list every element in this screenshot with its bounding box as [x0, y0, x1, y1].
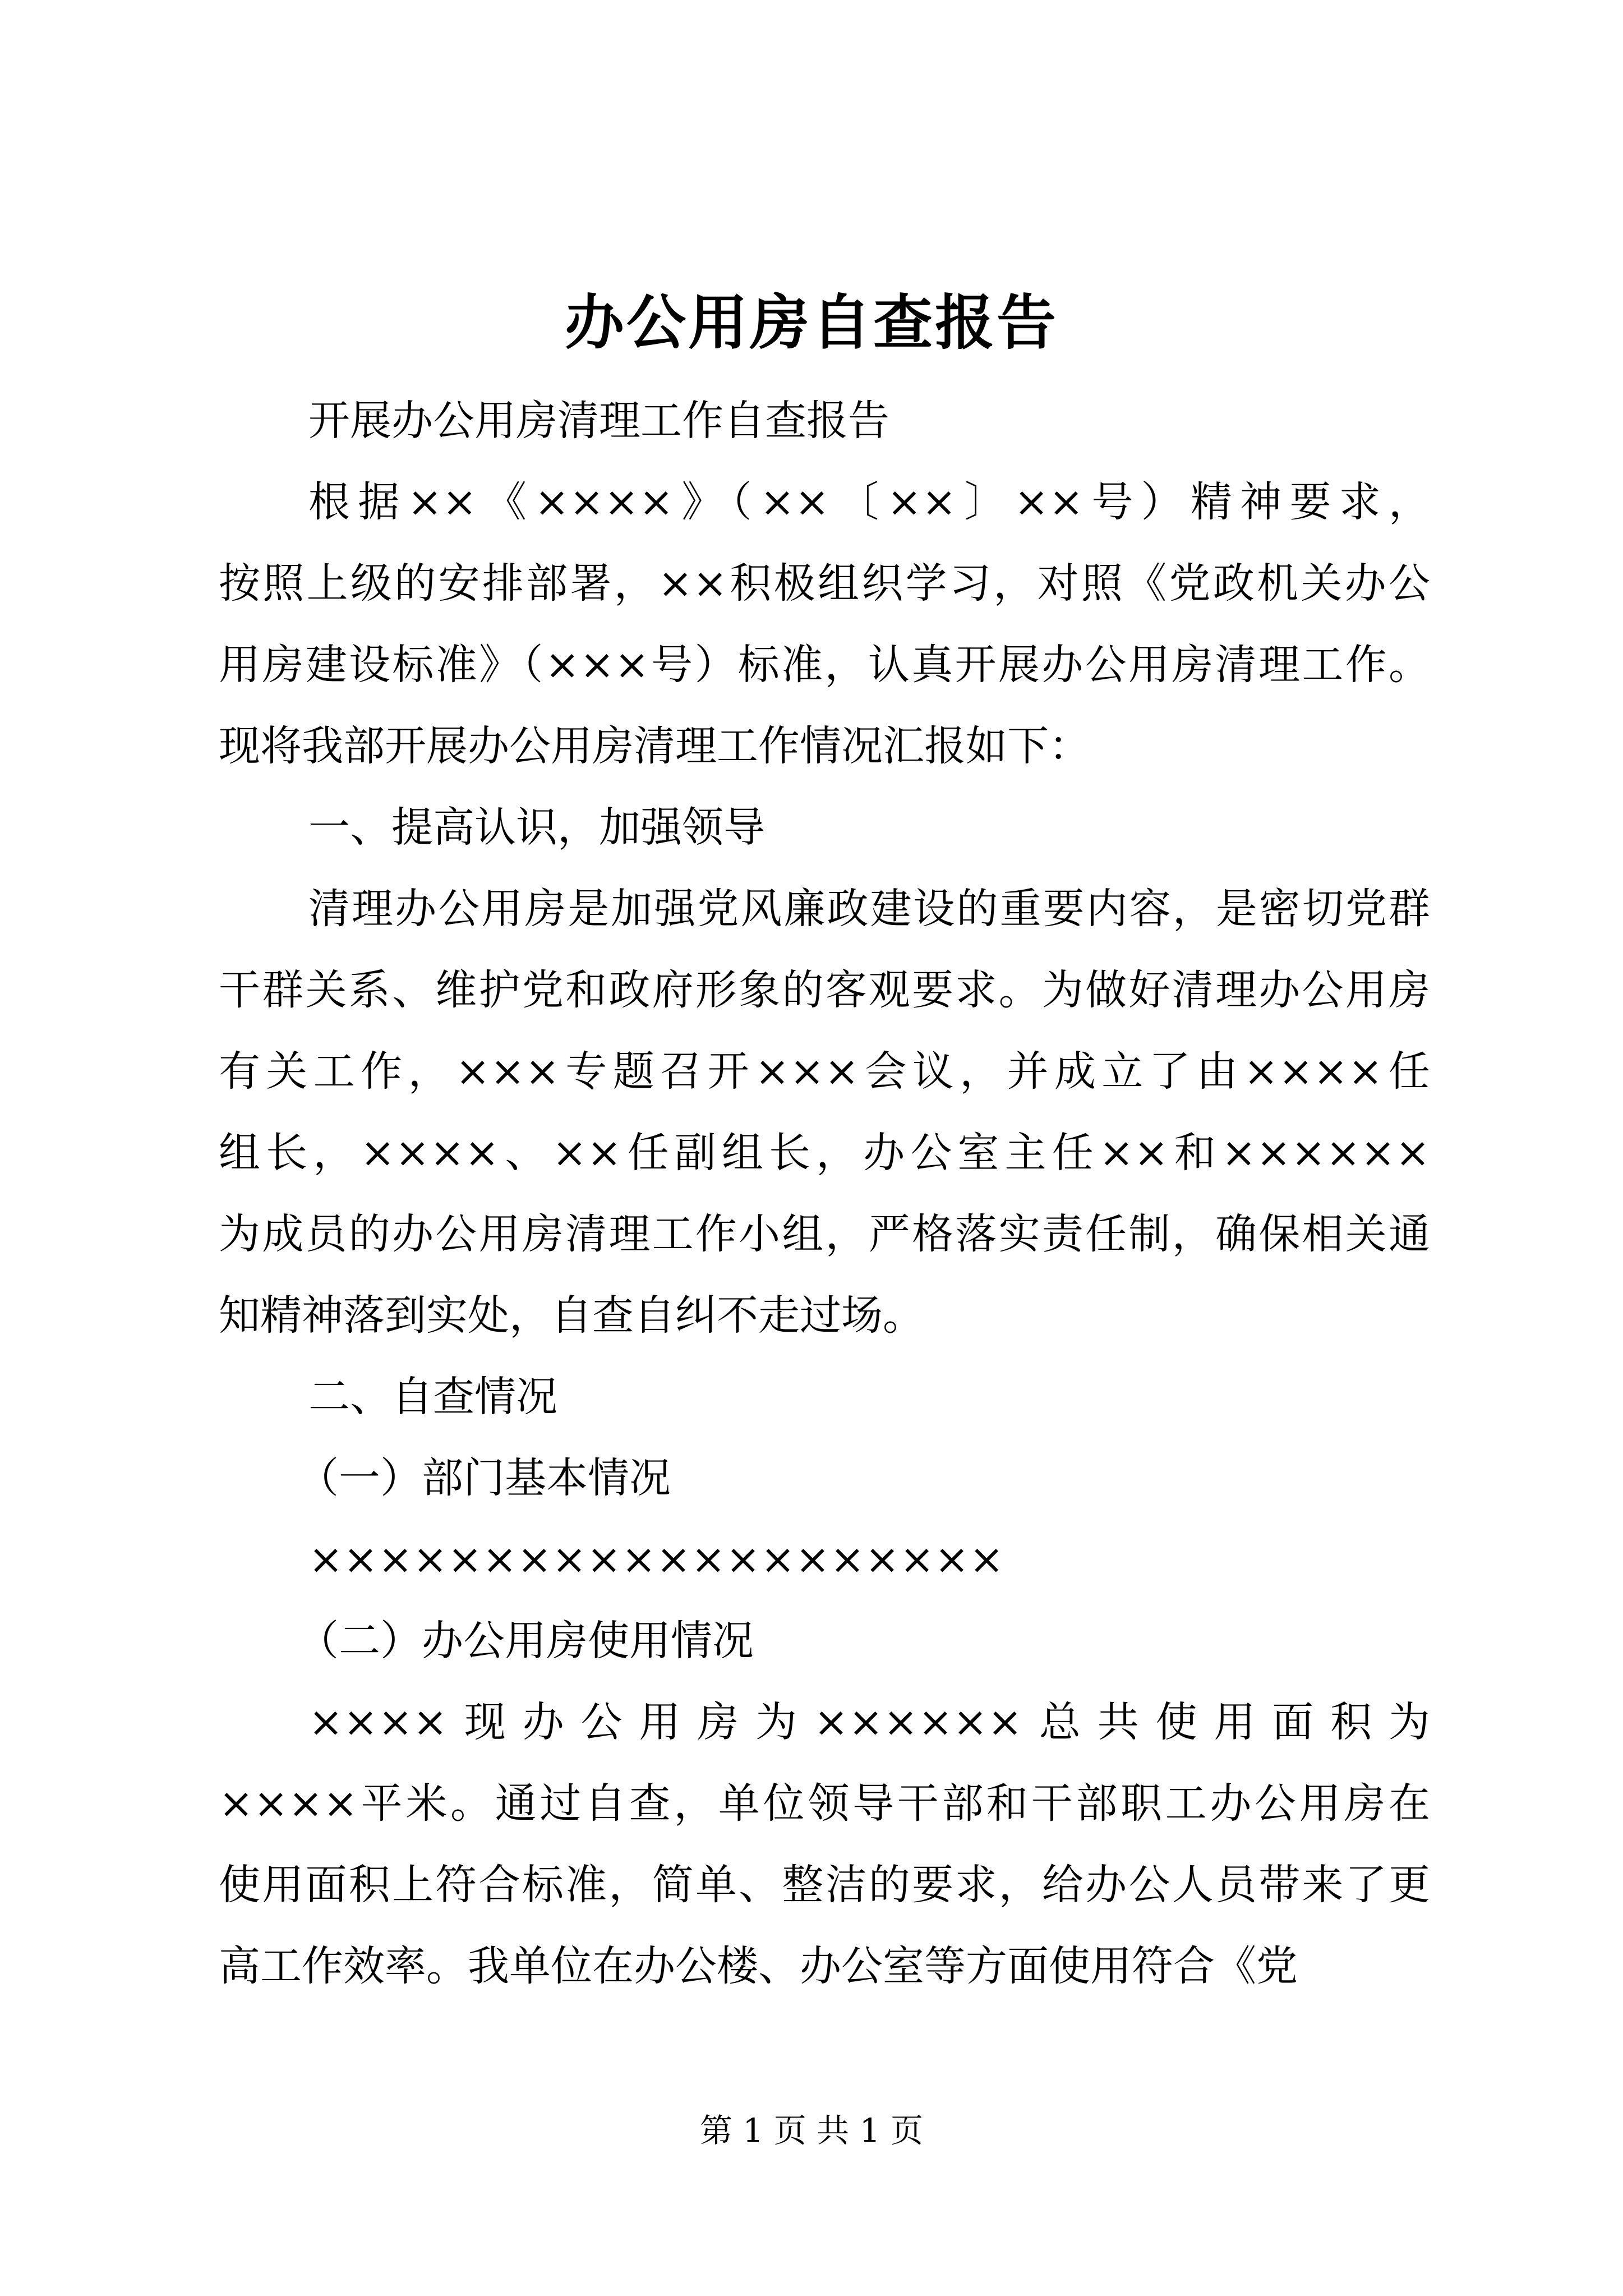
body-line: 现将我部开展办公用房清理工作情况汇报如下：: [219, 722, 1090, 770]
body-line: 有关工作，×××专题召开×××会议，并成立了由××××任: [219, 1047, 1430, 1096]
body-line: 按照上级的安排部署，××积极组织学习，对照《党政机关办公: [219, 559, 1430, 608]
body-line: 用房建设标准》（×××号）标准，认真开展办公用房清理工作。: [219, 641, 1430, 689]
body-line: 使用面积上符合标准，简单、整洁的要求，给办公人员带来了更: [219, 1861, 1430, 1909]
subsection-heading: （二）办公用房使用情况: [297, 1617, 754, 1665]
body-line: ××××现办公用房为××××××总共使用面积为: [308, 1698, 1430, 1746]
body-line: 清理办公用房是加强党风廉政建设的重要内容，是密切党群: [308, 885, 1430, 933]
subtitle-line: 开展办公用房清理工作自查报告: [308, 397, 889, 445]
section-heading: 一、提高认识，加强领导: [308, 803, 765, 852]
body-line: 根据××《××××》（××〔××〕××号）精神要求，: [308, 478, 1430, 526]
body-line: 为成员的办公用房清理工作小组，严格落实责任制，确保相关通: [219, 1210, 1430, 1258]
body-line: ××××平米。通过自查，单位领导干部和干部职工办公用房在: [219, 1779, 1430, 1828]
subsection-heading: （一）部门基本情况: [297, 1454, 671, 1502]
body-line: 组长，××××、××任副组长，办公室主任××和××××××: [219, 1129, 1430, 1177]
document-title: 办公用房自查报告: [565, 287, 1058, 357]
body-line: 知精神落到实处，自查自纠不走过场。: [219, 1291, 924, 1340]
body-line: 干群关系、维护党和政府形象的客观要求。为做好清理办公用房: [219, 966, 1430, 1014]
body-line: ××××××××××××××××××××: [308, 1535, 1004, 1584]
body-line: 高工作效率。我单位在办公楼、办公室等方面使用符合《党: [219, 1942, 1298, 1990]
page-number-footer: 第 1 页 共 1 页: [700, 2111, 923, 2150]
section-heading: 二、自查情况: [308, 1373, 557, 1421]
